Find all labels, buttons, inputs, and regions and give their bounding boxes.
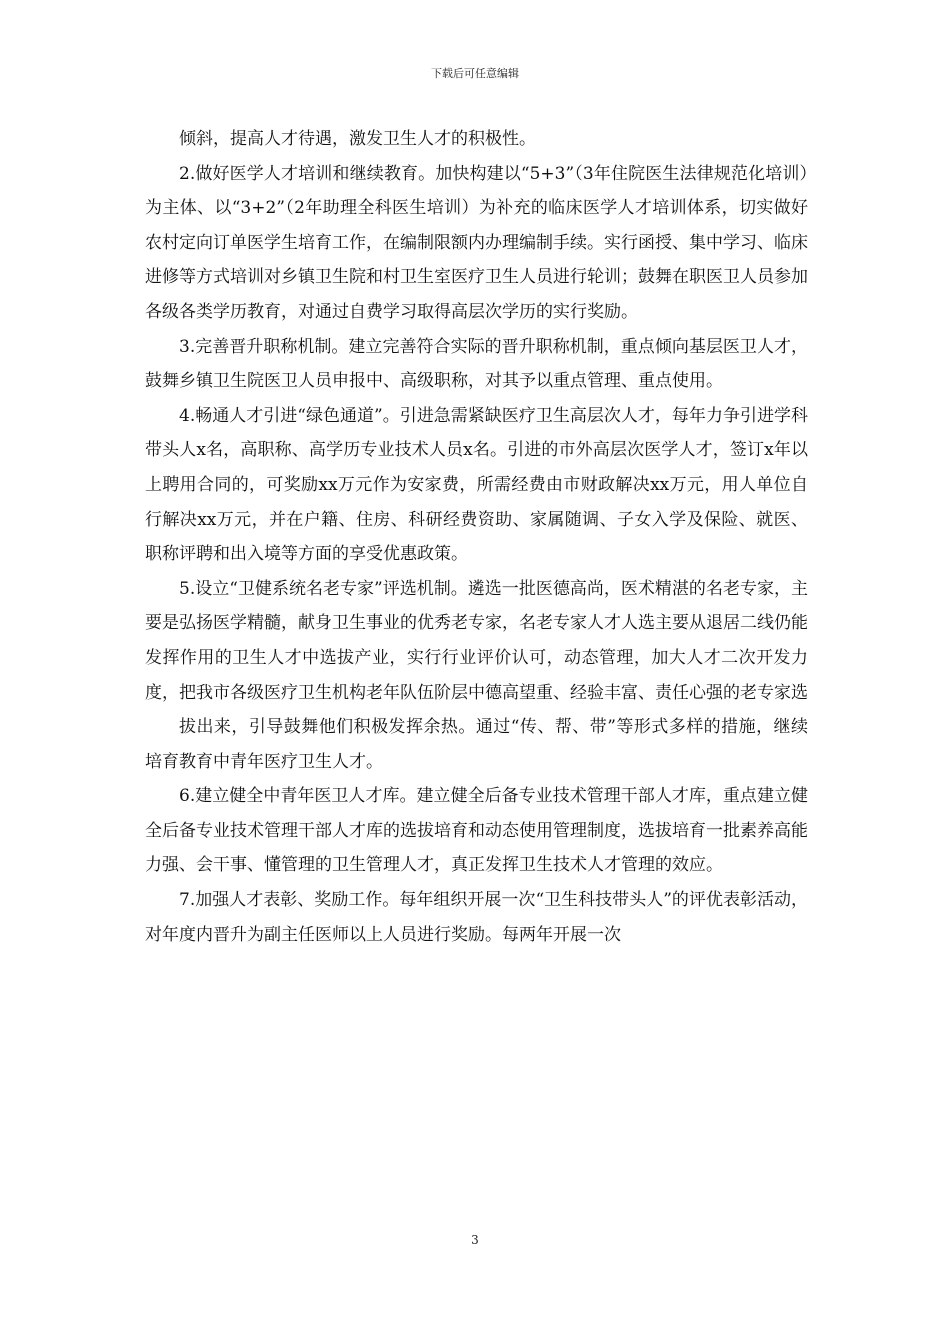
paragraph-3: 3.完善晋升职称机制。建立完善符合实际的晋升职称机制，重点倾向基层医卫人才，鼓舞乡镇卫生院医卫人员申报中、高级职称，对其予以重点管理、重点使用。 <box>145 336 808 392</box>
paragraph-5: 5.设立“卫健系统名老专家”评选机制。遴选一批医德高尚，医术精湛的名老专家，主要是弘扬医学精髓，献身卫生事业的优秀老专家，名老专家人才人选主要从退居二线仍能发挥作用的卫生人才中选拔产业，实行行业评价认可，动态管理，加大人才二次开发力度，把我市各级医疗卫生机构老年队伍阶层中德高望重、经验丰富、责任心强的老专家选 <box>145 578 808 703</box>
paragraph-7: 6.建立健全中青年医卫人才库。建立健全后备专业技术管理干部人才库，重点建立健全后备专业技术管理干部人才库的选拔培育和动态使用管理制度，选拔培育一批素养高能力强、会干事、懂管理的卫生管理人才，真正发挥卫生技术人才管理的效应。 <box>145 786 808 876</box>
document-body <box>145 122 808 952</box>
page-number: 3 <box>471 1233 479 1247</box>
paragraph-1: 倾斜，提高人才待遇，激发卫生人才的积极性。 <box>179 129 536 149</box>
paragraph-2: 2.做好医学人才培训和继续教育。加快构建以“5+3”（3年住院医生法律规范化培训）为主体、以“3+2”（2年助理全科医生培训）为补充的临床医学人才培训体系，切实做好农村定向订单医学生培育工作，在编制限额内办理编制手续。实行函授、集中学习、临床进修等方式培训对乡镇卫生院和村卫生室医疗卫生人员进行轮训；鼓舞在职医卫人员参加各级各类学历教育，对通过自费学习取得高层次学历的实行奖励。 <box>145 163 808 322</box>
page-header: 下载后可任意编辑 <box>431 67 519 80</box>
paragraph-6: 拔出来，引导鼓舞他们积极发挥余热。通过“传、帮、带”等形式多样的措施，继续培育教育中青年医疗卫生人才。 <box>145 717 808 772</box>
paragraph-8: 7.加强人才表彰、奖励工作。每年组织开展一次“卫生科技带头人”的评优表彰活动，对年度内晋升为副主任医师以上人员进行奖励。每两年开展一次 <box>145 890 808 945</box>
paragraph-4: 4.畅通人才引进“绿色通道”。引进急需紧缺医疗卫生高层次人才，每年力争引进学科带头人x名，高职称、高学历专业技术人员x名。引进的市外高层次医学人才，签订x年以上聘用合同的，可奖励xx万元作为安家费，所需经费由市财政解决xx万元，用人单位自行解决xx万元，并在户籍、住房、科研经费资助、家属随调、子女入学及保险、就医、职称评聘和出入境等方面的享受优惠政策。 <box>145 405 808 565</box>
